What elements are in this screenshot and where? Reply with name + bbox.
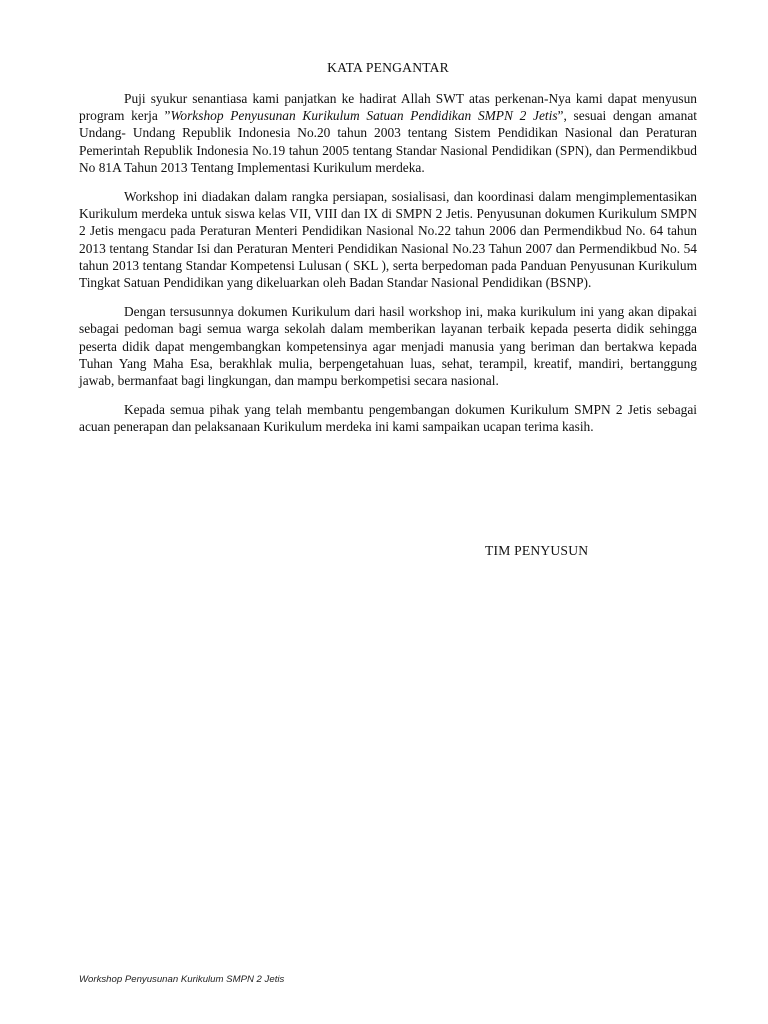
paragraph-1-text-after: ”, sesuai dengan amanat Undang- Undang Republik Indonesia No.20 tahun 2003 tentang Sistem Pendidikan Nasional dan Peraturan Pemerintah Republik Indonesia No.19 tahun 2005 tentang Standar Nasional Pendidikan (SPN), dan Permendikbud No 81A Tahun 2013 Tentang Implementasi Kurikulum merdeka. [79,108,697,175]
signature: TIM PENYUSUN [485,543,589,558]
page-title: KATA PENGANTAR [327,60,449,75]
document-body [79,90,697,448]
page-footer: Workshop Penyusunan Kurikulum SMPN 2 Jetis [79,974,285,985]
paragraph-1-text-before: Puji syukur senantiasa kami panjatkan ke hadirat Allah SWT atas perkenan-Nya kami dapat menyusun program kerja ” [79,91,697,124]
paragraph-1-emphasis: Workshop Penyusunan Kurikulum Satuan Pendidikan SMPN 2 Jetis [170,108,558,124]
paragraph-3: Dengan tersusunnya dokumen Kurikulum dari hasil workshop ini, maka kurikulum ini yang akan dipakai sebagai pedoman bagi semua warga sekolah dalam memberikan layanan terbaik kepada peserta didik sehingga peserta didik dapat mengembangkan kompetensinya agar menjadi manusia yang beriman dan bertakwa kepada Tuhan Yang Maha Esa, berakhlak mulia, berpengetahuan luas, sehat, terampil, kreatif, mandiri, bertanggung jawab, bermanfaat bagi lingkungan, dan mampu berkompetisi secara nasional. [79,304,697,389]
paragraph-4: Kepada semua pihak yang telah membantu pengembangan dokumen Kurikulum SMPN 2 Jetis sebagai acuan penerapan dan pelaksanaan Kurikulum merdeka ini kami sampaikan ucapan terima kasih. [79,402,697,435]
paragraph-2: Workshop ini diadakan dalam rangka persiapan, sosialisasi, dan koordinasi dalam mengimplementasikan Kurikulum merdeka untuk siswa kelas VII, VIII dan IX di SMPN 2 Jetis. Penyusunan dokumen Kurikulum SMPN 2 Jetis mengacu pada Peraturan Menteri Pendidikan Nasional No.22 tahun 2006 dan Permendikbud No. 64 tahun 2013 tentang Standar Isi dan Peraturan Menteri Pendidikan Nasional No.23 Tahun 2007 dan Permendikbud No. 54 tahun 2013 tentang Standar Kompetensi Lulusan ( SKL ), serta berpedoman pada Panduan Penyusunan Kurikulum Tingkat Satuan Pendidikan yang dikeluarkan oleh Badan Standar Nasional Pendidikan (BSNP). [79,189,697,291]
paragraph-1 [79,90,697,176]
